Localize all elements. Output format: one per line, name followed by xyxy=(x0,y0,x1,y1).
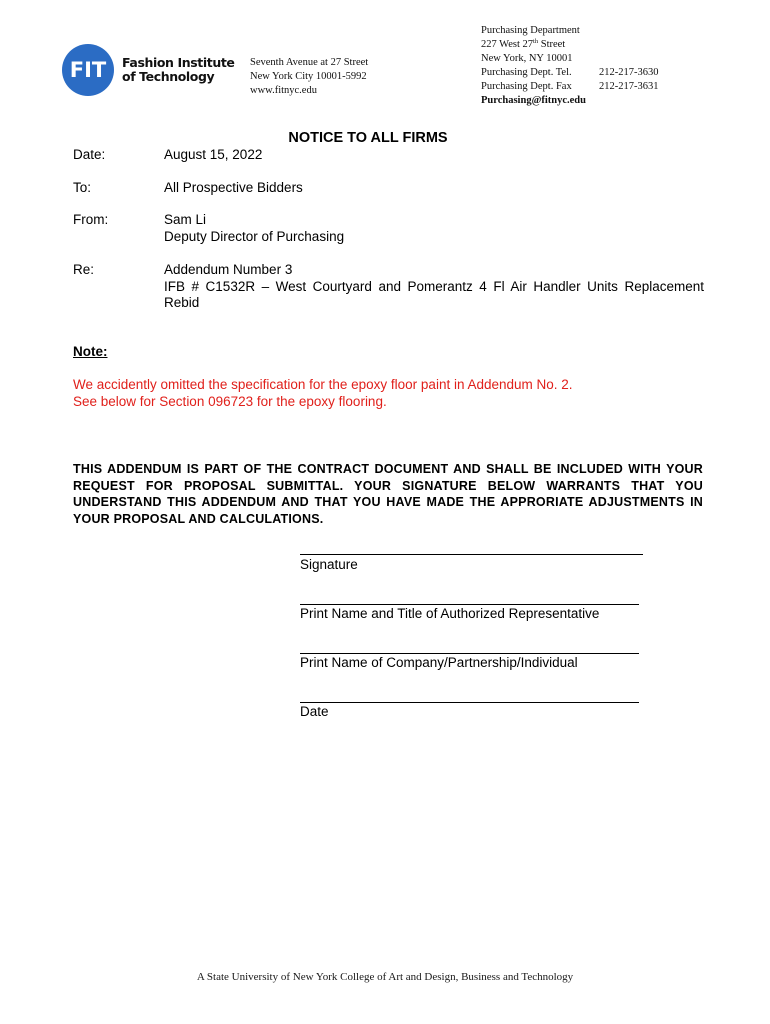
department-phone: Purchasing Dept. Tel. 212-217-3630 xyxy=(481,67,659,78)
re-line-1: Addendum Number 3 xyxy=(164,262,293,277)
note-text xyxy=(73,376,573,410)
from-label: From: xyxy=(73,212,109,227)
signature-label: Signature xyxy=(300,557,358,572)
re-label: Re: xyxy=(73,262,95,277)
company-name-line[interactable] xyxy=(300,653,639,654)
signature-line[interactable] xyxy=(300,554,643,555)
date-label: Date: xyxy=(73,147,106,162)
institution-name xyxy=(122,56,234,84)
department-street: 227 West 27th Street xyxy=(481,38,566,50)
address-line-2: New York City 10001-5992 xyxy=(250,71,367,82)
re-line-2: IFB # C1532R – West Courtyard and Pomerantz 4 Fl Air Handler Units Replacement xyxy=(164,278,704,294)
to-value: All Prospective Bidders xyxy=(164,180,303,195)
institution-address xyxy=(250,56,368,98)
company-name-label: Print Name of Company/Partnership/Individual xyxy=(300,655,578,670)
date-signature-line[interactable] xyxy=(300,702,639,703)
print-name-line[interactable] xyxy=(300,604,639,605)
purchasing-department-block xyxy=(481,24,659,108)
department-email-link[interactable]: Purchasing@fitnyc.edu xyxy=(481,95,586,106)
website-link[interactable]: www.fitnyc.edu xyxy=(250,85,317,96)
re-value xyxy=(164,262,704,312)
from-name: Sam Li xyxy=(164,212,207,227)
note-line-2: See below for Section 096723 for the epoxy flooring. xyxy=(73,394,387,409)
re-line-3: Rebid xyxy=(164,295,200,310)
date-value: August 15, 2022 xyxy=(164,147,263,162)
department-name: Purchasing Department xyxy=(481,25,580,36)
department-fax: Purchasing Dept. Fax 212-217-3631 xyxy=(481,81,659,92)
addendum-statement: THIS ADDENDUM IS PART OF THE CONTRACT DOCUMENT AND SHALL BE INCLUDED WITH YOUR REQUEST FOR PROPOSAL SUBMITTAL. YOUR SIGNATURE BELOW WARRANTS THAT YOU UNDERSTAND THIS ADDENDUM AND THAT YOU HAVE MADE THE APPRORIATE ADJUSTMENTS IN YOUR PROPOSAL AND CALCULATIONS. xyxy=(73,462,703,526)
note-heading: Note: xyxy=(73,344,108,359)
notice-title: NOTICE TO ALL FIRMS xyxy=(288,130,448,146)
logo-text: FIT xyxy=(69,58,107,82)
note-line-1: We accidently omitted the specification for the epoxy floor paint in Addendum No. 2. xyxy=(73,377,573,392)
fit-logo xyxy=(62,44,114,96)
address-line-1: Seventh Avenue at 27 Street xyxy=(250,57,369,68)
from-title: Deputy Director of Purchasing xyxy=(164,228,345,244)
footer-tagline: A State University of New York College of Art and Design, Business and Technology xyxy=(196,971,574,983)
date-signature-label: Date xyxy=(300,704,329,719)
department-city: New York, NY 10001 xyxy=(481,53,573,64)
from-value xyxy=(164,212,704,245)
institution-line-2: of Technology xyxy=(122,69,215,84)
institution-line-1: Fashion Institute xyxy=(122,55,235,70)
print-name-label: Print Name and Title of Authorized Representative xyxy=(300,606,600,621)
to-label: To: xyxy=(73,180,92,195)
